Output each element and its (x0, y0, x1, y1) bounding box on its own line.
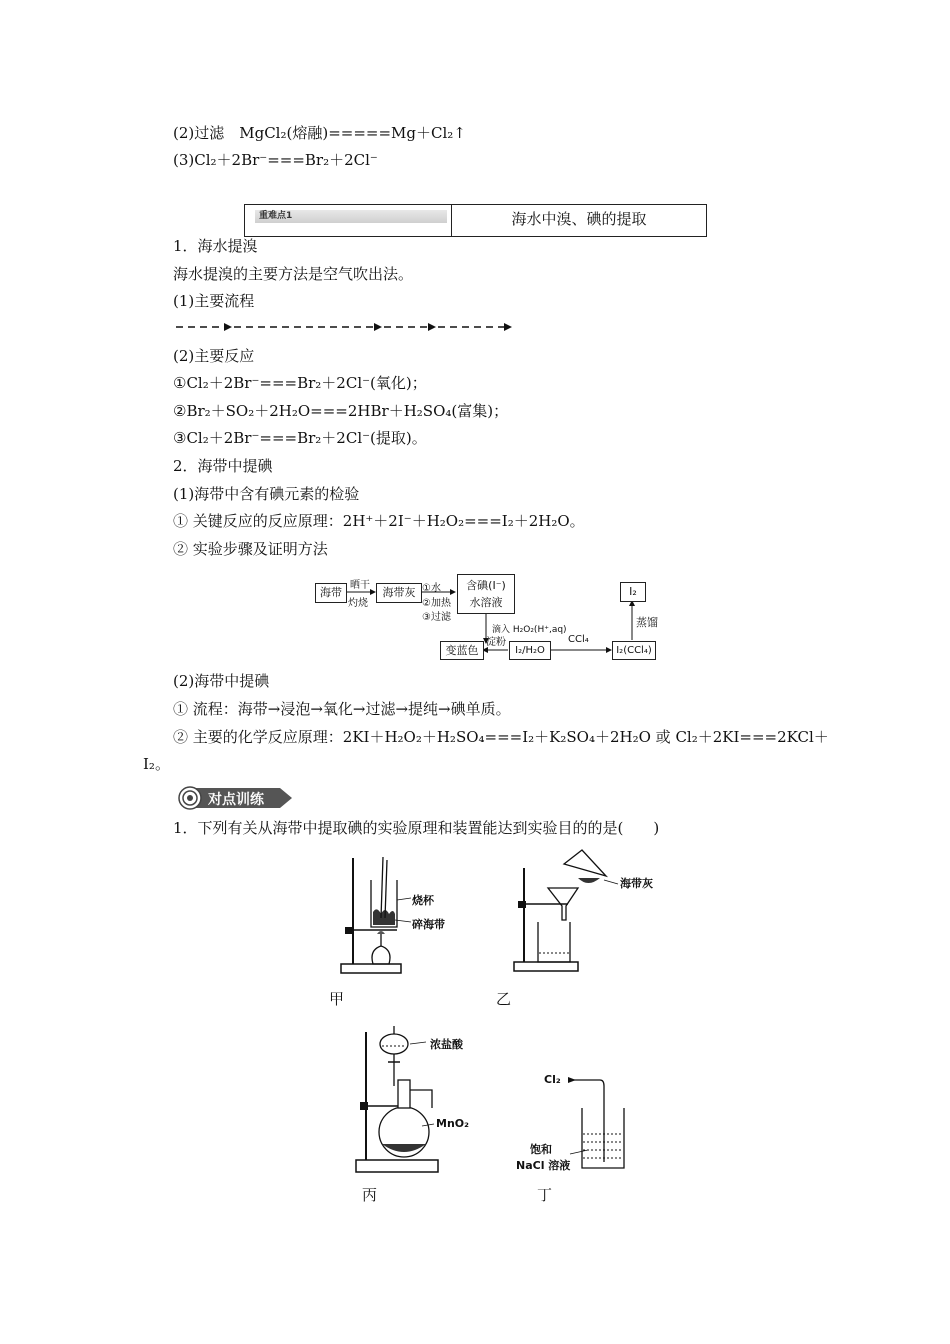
jia-label-beaker: 烧杯 (412, 894, 434, 907)
part2-p1: ① 关键反应的反应原理：2H⁺＋2I⁻＋H₂O₂===I₂＋2H₂O。 (173, 512, 585, 530)
reaction-2: ②Br₂＋SO₂＋2H₂O===2HBr＋H₂SO₄(富集)； (173, 402, 509, 420)
part2-p2: ② 实验步骤及证明方法 (173, 540, 328, 558)
solution-line-2: (2)过滤 MgCl₂(熔融)=====Mg＋Cl₂↑ (173, 124, 466, 142)
flow-step-dry: 晒干 (350, 580, 370, 591)
figure-yi-caption: 乙 (496, 990, 512, 1008)
part2-p4a: ② 主要的化学反应原理：2KI＋H₂O₂＋H₂SO₄===I₂＋K₂SO₄＋2H₂O 或 Cl₂＋2KI===2KCl＋ (173, 728, 829, 746)
figure-jia-caption: 甲 (329, 990, 345, 1008)
part2-p4b: I₂。 (143, 755, 170, 773)
part1-intro: 海水提溴的主要方法是空气吹出法。 (173, 265, 414, 283)
ding-label-saturated: 饱和 (530, 1143, 552, 1156)
iodine-flow-diagram (310, 570, 670, 666)
flow-box-i2: I₂ (620, 582, 646, 602)
flow-drip-h2o2: 滴入 H₂O₂(H⁺,aq) (492, 625, 567, 635)
part2-heading: 2．海带中提碘 (173, 457, 273, 475)
ding-label-cl2: Cl₂ (544, 1073, 561, 1086)
part1-sub2: (2)主要反应 (173, 347, 255, 365)
flow-starch: 淀粉 (486, 637, 506, 648)
flow-step-water: ①水 (422, 583, 441, 594)
part1-heading: 1．海水提溴 (173, 237, 258, 255)
part2-p3: ① 流程：海带→浸泡→氧化→过滤→提纯→碘单质。 (173, 700, 511, 718)
reaction-1: ①Cl₂＋2Br⁻===Br₂＋2Cl⁻(氧化)； (173, 374, 427, 392)
iodide-box-line2: 水溶液 (469, 596, 503, 609)
jia-label-seaweed: 碎海带 (412, 918, 445, 931)
part2-sub2: (2)海带中提碘 (173, 672, 270, 690)
question-1: 1．下列有关从海带中提取碘的实验原理和装置能达到实验目的的是( ) (173, 819, 660, 837)
training-badge (176, 786, 294, 810)
flow-box-seaweed: 海带 (315, 583, 347, 603)
solution-line-3: (3)Cl₂＋2Br⁻===Br₂＋2Cl⁻ (173, 151, 378, 169)
part2-sub1: (1)海带中含有碘元素的检验 (173, 485, 360, 503)
flow-box-ash: 海带灰 (376, 583, 422, 603)
bing-label-hcl: 浓盐酸 (430, 1038, 463, 1051)
flow-box-iodide-solution (457, 574, 515, 614)
training-badge-label: 对点训练 (208, 792, 264, 808)
figure-jia-apparatus (335, 852, 475, 977)
iodide-box-line1: 含碘(I⁻) (466, 579, 506, 592)
section-badge: 重难点1 (259, 211, 293, 221)
flow-box-i2-water: I₂/H₂O (509, 641, 551, 660)
ding-label-nacl: NaCl 溶液 (516, 1159, 571, 1172)
flow-step-filter: ③过滤 (422, 612, 451, 623)
bing-label-mno2: MnO₂ (436, 1117, 469, 1130)
flow-box-i2-ccl4: I₂(CCl₄) (612, 641, 656, 660)
figure-yi-apparatus (508, 848, 648, 978)
figure-ding-caption: 丁 (537, 1186, 553, 1204)
yi-label-ash: 海带灰 (620, 877, 653, 890)
flow-ccl4: CCl₄ (568, 634, 589, 645)
part1-sub1: (1)主要流程 (173, 292, 255, 310)
section-title: 海水中溴、碘的提取 (511, 210, 647, 228)
flow-step-heat: ②加热 (422, 598, 451, 609)
bromine-flow-line (176, 320, 516, 334)
flow-distill: 蒸馏 (636, 616, 658, 629)
reaction-3: ③Cl₂＋2Br⁻===Br₂＋2Cl⁻(提取)。 (173, 429, 427, 447)
section-header (244, 204, 707, 237)
flow-box-blue: 变蓝色 (440, 641, 484, 660)
figure-bing-caption: 丙 (362, 1186, 378, 1204)
flow-step-burn: 灼烧 (348, 598, 368, 609)
